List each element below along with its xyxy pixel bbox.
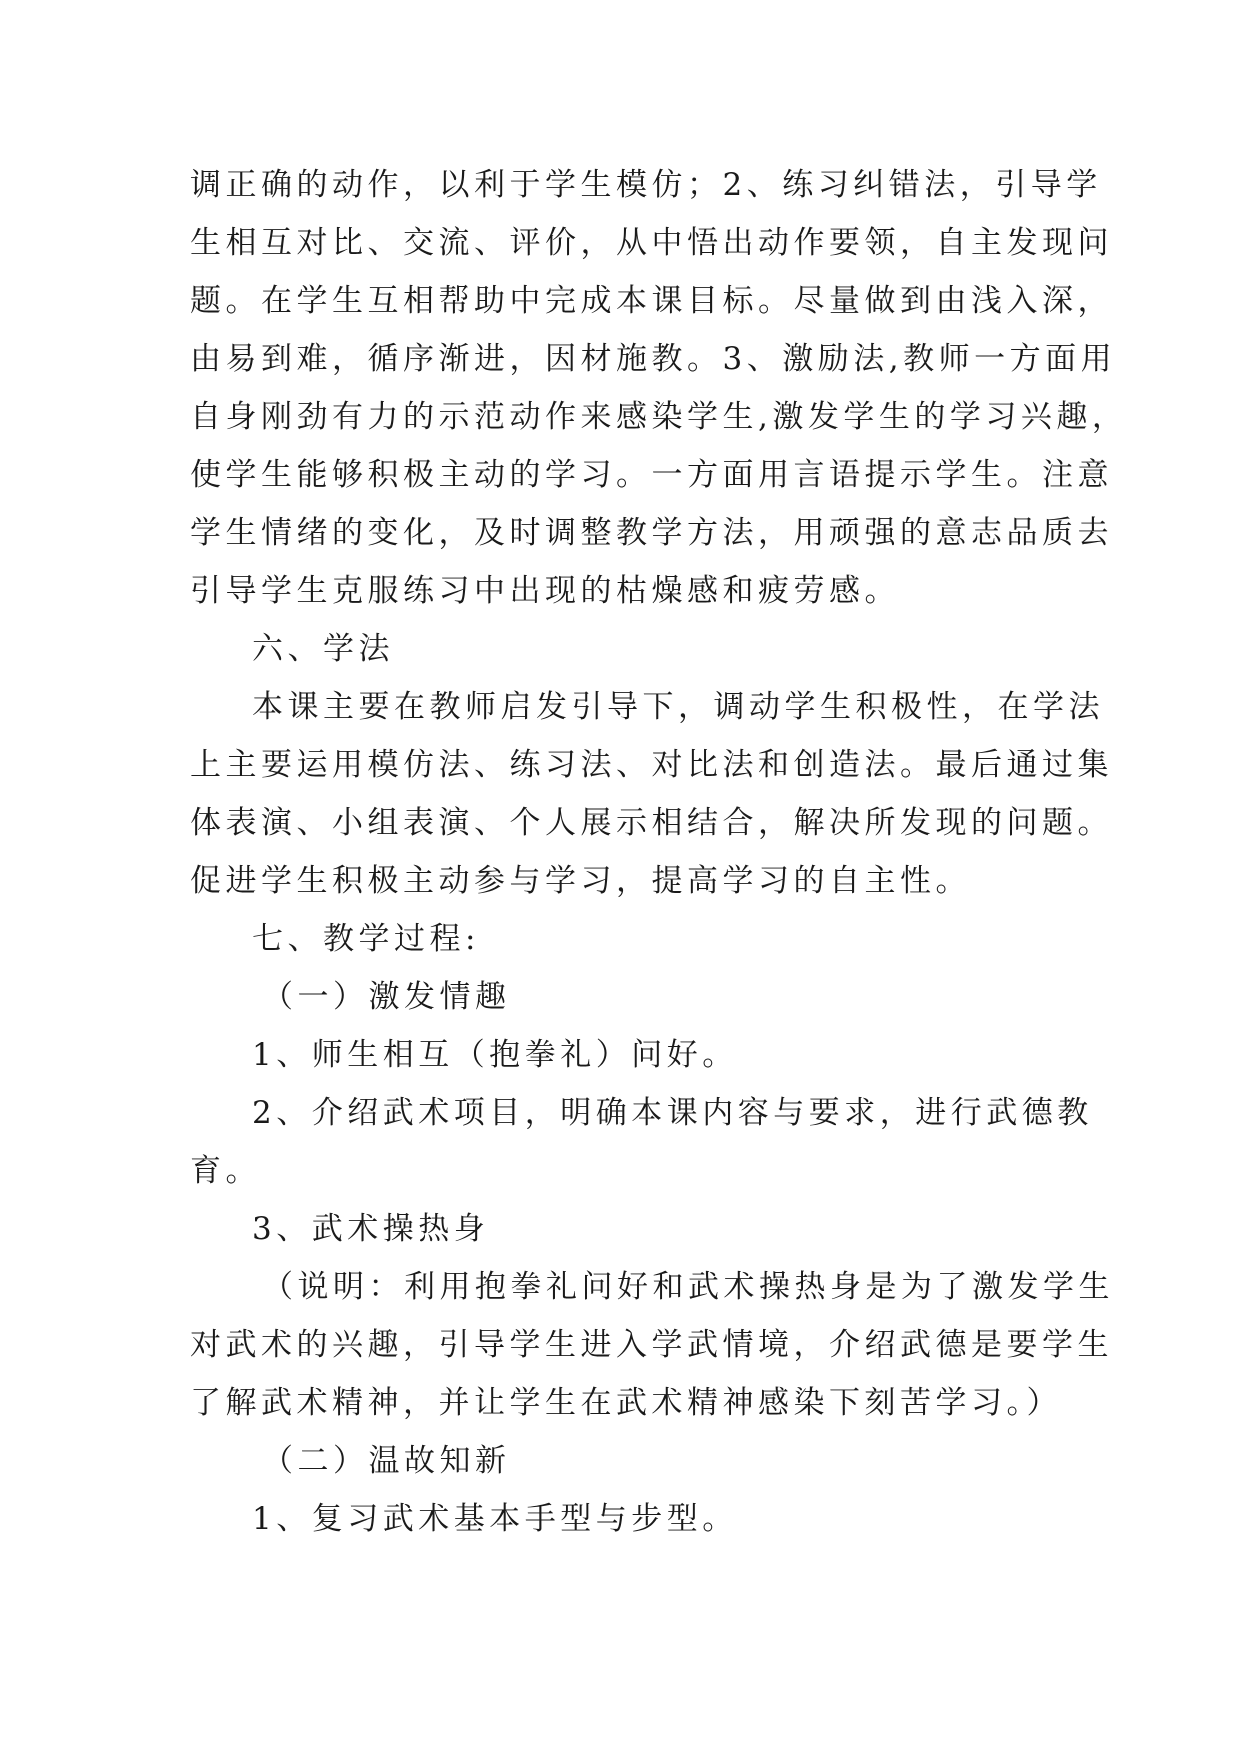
list-item: 3、武术操热身 xyxy=(252,1211,490,1247)
paragraph-line: 上主要运用模仿法、练习法、对比法和创造法。最后通过集 xyxy=(190,747,1113,783)
section-heading: 七、教学过程: xyxy=(252,921,480,957)
paragraph-line: 本课主要在教师启发引导下，调动学生积极性，在学法 xyxy=(252,689,1104,725)
section-heading: 六、学法 xyxy=(252,631,394,667)
note-line: 对武术的兴趣，引导学生进入学武情境，介绍武德是要学生 xyxy=(190,1327,1113,1363)
paragraph-line: 育。 xyxy=(190,1153,261,1189)
paragraph-line: 生相互对比、交流、评价，从中悟出动作要领，自主发现问 xyxy=(190,225,1113,261)
list-item: 1、师生相互（抱拳礼）问好。 xyxy=(252,1037,738,1073)
paragraph-line: 促进学生积极主动参与学习，提高学习的自主性。 xyxy=(190,863,971,899)
subsection-heading: （一）激发情趣 xyxy=(262,979,511,1015)
paragraph-line: 自身刚劲有力的示范动作来感染学生,激发学生的学习兴趣， xyxy=(190,399,1128,435)
paragraph-line: 学生情绪的变化，及时调整教学方法，用顽强的意志品质去 xyxy=(190,515,1113,551)
paragraph-line: 题。在学生互相帮助中完成本课目标。尽量做到由浅入深， xyxy=(190,283,1113,319)
paragraph-line: 使学生能够积极主动的学习。一方面用言语提示学生。注意 xyxy=(190,457,1113,493)
paragraph-line: 由易到难，循序渐进，因材施教。3、激励法,教师一方面用 xyxy=(190,341,1117,377)
paragraph-line: 调正确的动作，以利于学生模仿；2、练习纠错法，引导学 xyxy=(190,167,1102,203)
paragraph-line: 引导学生克服练习中出现的枯燥感和疲劳感。 xyxy=(190,573,900,609)
note-line: （说明：利用抱拳礼问好和武术操热身是为了激发学生 xyxy=(262,1269,1114,1305)
subsection-heading: （二）温故知新 xyxy=(262,1443,511,1479)
list-item: 2、介绍武术项目，明确本课内容与要求，进行武德教 xyxy=(252,1095,1093,1131)
note-line: 了解武术精神，并让学生在武术精神感染下刻苦学习。） xyxy=(190,1385,1062,1421)
paragraph-line: 体表演、小组表演、个人展示相结合，解决所发现的问题。 xyxy=(190,805,1113,841)
list-item: 1、复习武术基本手型与步型。 xyxy=(252,1501,738,1537)
